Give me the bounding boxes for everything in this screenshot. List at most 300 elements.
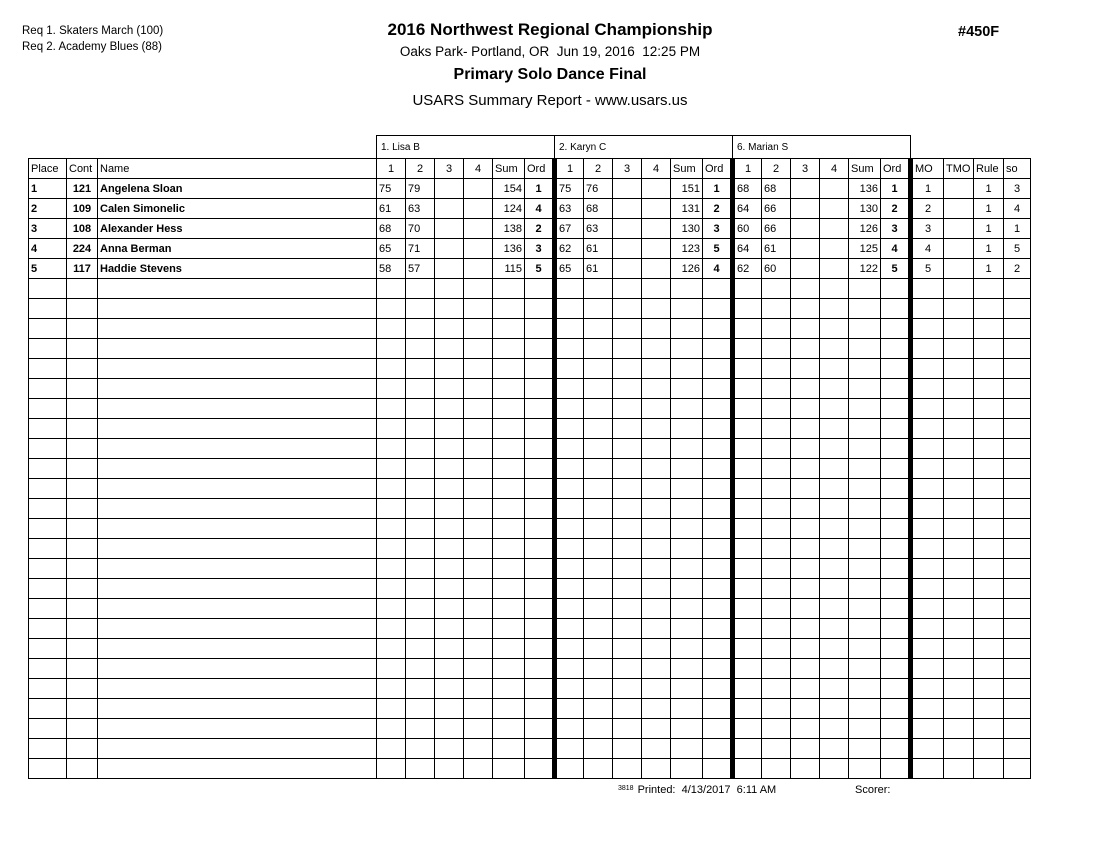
score-cell	[464, 199, 493, 219]
score-cell	[464, 219, 493, 239]
empty-cell	[67, 339, 98, 359]
empty-cell	[974, 379, 1004, 399]
empty-cell	[974, 519, 1004, 539]
score-cell: 64	[733, 199, 762, 219]
empty-cell	[464, 459, 493, 479]
ordinal-cell: 1	[881, 179, 911, 199]
empty-cell	[377, 299, 406, 319]
empty-cell	[791, 559, 820, 579]
empty-cell	[881, 419, 911, 439]
column-header-row	[29, 159, 1031, 179]
empty-cell	[464, 499, 493, 519]
sum-cell: 138	[493, 219, 525, 239]
empty-cell	[98, 439, 377, 459]
result-row	[29, 219, 1031, 239]
empty-cell	[435, 319, 464, 339]
software-version: 3818	[618, 785, 634, 792]
empty-cell	[881, 499, 911, 519]
empty-cell	[1004, 559, 1031, 579]
empty-cell	[29, 599, 67, 619]
empty-cell	[881, 759, 911, 779]
empty-cell	[555, 539, 584, 559]
empty-cell	[849, 439, 881, 459]
empty-cell	[464, 639, 493, 659]
empty-cell	[881, 339, 911, 359]
col-header: Cont	[67, 159, 98, 179]
contestant-number-cell: 109	[67, 199, 98, 219]
empty-cell	[584, 639, 613, 659]
empty-cell	[703, 739, 733, 759]
empty-cell	[98, 559, 377, 579]
empty-cell	[820, 499, 849, 519]
empty-cell	[762, 739, 791, 759]
empty-row	[29, 559, 1031, 579]
empty-cell	[849, 659, 881, 679]
empty-cell	[493, 499, 525, 519]
place-cell: 5	[29, 259, 67, 279]
empty-cell	[791, 279, 820, 299]
empty-cell	[1004, 739, 1031, 759]
empty-cell	[98, 459, 377, 479]
empty-cell	[613, 539, 642, 559]
empty-cell	[820, 519, 849, 539]
empty-cell	[881, 699, 911, 719]
empty-cell	[944, 639, 974, 659]
sum-cell: 126	[849, 219, 881, 239]
empty-cell	[911, 559, 944, 579]
empty-cell	[1004, 519, 1031, 539]
col-header: 1	[377, 159, 406, 179]
empty-cell	[762, 499, 791, 519]
empty-cell	[671, 539, 703, 559]
empty-cell	[762, 419, 791, 439]
empty-cell	[98, 499, 377, 519]
rule-cell: 1	[974, 219, 1004, 239]
score-cell	[613, 239, 642, 259]
empty-cell	[493, 339, 525, 359]
empty-cell	[944, 339, 974, 359]
empty-cell	[464, 339, 493, 359]
empty-cell	[791, 619, 820, 639]
empty-cell	[671, 519, 703, 539]
empty-cell	[671, 679, 703, 699]
empty-cell	[820, 739, 849, 759]
empty-cell	[493, 599, 525, 619]
empty-cell	[584, 699, 613, 719]
empty-cell	[435, 279, 464, 299]
empty-cell	[820, 659, 849, 679]
scorer-label: Scorer:	[855, 784, 891, 796]
empty-cell	[1004, 719, 1031, 739]
empty-cell	[29, 719, 67, 739]
empty-cell	[762, 439, 791, 459]
place-cell: 2	[29, 199, 67, 219]
empty-cell	[584, 499, 613, 519]
empty-cell	[820, 759, 849, 779]
empty-cell	[791, 379, 820, 399]
score-cell: 65	[555, 259, 584, 279]
empty-cell	[525, 639, 555, 659]
ordinal-cell: 5	[525, 259, 555, 279]
empty-cell	[67, 639, 98, 659]
empty-cell	[29, 539, 67, 559]
skater-name-cell: Haddie Stevens	[98, 259, 377, 279]
empty-cell	[911, 399, 944, 419]
score-cell: 66	[762, 199, 791, 219]
empty-cell	[944, 279, 974, 299]
empty-cell	[974, 639, 1004, 659]
empty-cell	[849, 619, 881, 639]
skater-name-cell: Angelena Sloan	[98, 179, 377, 199]
empty-cell	[911, 519, 944, 539]
empty-cell	[762, 639, 791, 659]
col-header: Ord	[703, 159, 733, 179]
empty-cell	[944, 299, 974, 319]
judge-header-row	[29, 136, 1031, 159]
printed-timestamp: Printed: 4/13/2017 6:11 AM	[637, 784, 777, 796]
empty-cell	[911, 419, 944, 439]
empty-cell	[820, 359, 849, 379]
empty-cell	[944, 559, 974, 579]
empty-cell	[555, 719, 584, 739]
empty-cell	[584, 619, 613, 639]
empty-cell	[733, 559, 762, 579]
empty-cell	[642, 419, 671, 439]
empty-cell	[820, 619, 849, 639]
ordinal-cell: 1	[703, 179, 733, 199]
empty-cell	[67, 699, 98, 719]
empty-cell	[762, 359, 791, 379]
ordinal-cell: 1	[525, 179, 555, 199]
score-cell: 61	[377, 199, 406, 219]
empty-cell	[435, 459, 464, 479]
ordinal-cell: 3	[703, 219, 733, 239]
empty-cell	[377, 359, 406, 379]
empty-cell	[791, 499, 820, 519]
empty-cell	[911, 739, 944, 759]
empty-cell	[791, 639, 820, 659]
empty-cell	[406, 699, 435, 719]
empty-cell	[435, 559, 464, 579]
empty-cell	[435, 399, 464, 419]
empty-cell	[98, 299, 377, 319]
empty-cell	[435, 499, 464, 519]
empty-cell	[555, 299, 584, 319]
score-cell	[435, 199, 464, 219]
empty-cell	[29, 479, 67, 499]
empty-cell	[849, 539, 881, 559]
empty-cell	[613, 419, 642, 439]
empty-cell	[67, 519, 98, 539]
majority-ordinal-cell: 4	[911, 239, 944, 259]
empty-cell	[944, 719, 974, 739]
empty-cell	[911, 719, 944, 739]
empty-cell	[974, 679, 1004, 699]
col-header: 2	[762, 159, 791, 179]
empty-cell	[733, 279, 762, 299]
empty-cell	[555, 339, 584, 359]
empty-cell	[377, 339, 406, 359]
empty-cell	[613, 319, 642, 339]
empty-cell	[29, 359, 67, 379]
score-cell: 68	[762, 179, 791, 199]
empty-cell	[1004, 679, 1031, 699]
empty-cell	[435, 639, 464, 659]
score-cell: 63	[406, 199, 435, 219]
empty-cell	[613, 339, 642, 359]
empty-cell	[762, 339, 791, 359]
empty-cell	[820, 719, 849, 739]
empty-row	[29, 659, 1031, 679]
so-cell: 3	[1004, 179, 1031, 199]
empty-cell	[555, 359, 584, 379]
empty-cell	[29, 519, 67, 539]
empty-cell	[435, 419, 464, 439]
empty-cell	[881, 559, 911, 579]
empty-cell	[464, 399, 493, 419]
empty-cell	[555, 379, 584, 399]
empty-cell	[881, 359, 911, 379]
empty-cell	[703, 759, 733, 779]
col-header: 4	[820, 159, 849, 179]
empty-cell	[820, 279, 849, 299]
empty-cell	[377, 419, 406, 439]
empty-cell	[67, 399, 98, 419]
empty-cell	[584, 579, 613, 599]
empty-cell	[733, 339, 762, 359]
empty-cell	[1004, 639, 1031, 659]
empty-cell	[762, 379, 791, 399]
empty-cell	[703, 459, 733, 479]
empty-cell	[584, 359, 613, 379]
empty-cell	[29, 679, 67, 699]
empty-cell	[671, 579, 703, 599]
empty-cell	[974, 559, 1004, 579]
score-cell	[791, 199, 820, 219]
empty-cell	[555, 659, 584, 679]
empty-cell	[1004, 299, 1031, 319]
empty-cell	[464, 439, 493, 459]
empty-cell	[911, 439, 944, 459]
score-cell: 61	[584, 239, 613, 259]
empty-cell	[98, 519, 377, 539]
empty-cell	[944, 539, 974, 559]
col-header: Sum	[671, 159, 703, 179]
empty-row	[29, 719, 1031, 739]
empty-cell	[703, 419, 733, 439]
empty-cell	[435, 579, 464, 599]
empty-cell	[406, 419, 435, 439]
empty-cell	[525, 399, 555, 419]
empty-cell	[493, 559, 525, 579]
empty-cell	[584, 759, 613, 779]
empty-cell	[464, 619, 493, 639]
empty-cell	[733, 539, 762, 559]
empty-cell	[849, 559, 881, 579]
empty-cell	[849, 759, 881, 779]
empty-cell	[67, 499, 98, 519]
empty-cell	[944, 659, 974, 679]
score-cell	[791, 259, 820, 279]
empty-cell	[1004, 699, 1031, 719]
empty-cell	[613, 639, 642, 659]
empty-cell	[613, 459, 642, 479]
empty-cell	[464, 419, 493, 439]
empty-cell	[671, 659, 703, 679]
empty-cell	[377, 639, 406, 659]
empty-cell	[377, 599, 406, 619]
empty-cell	[525, 579, 555, 599]
empty-cell	[733, 439, 762, 459]
empty-cell	[525, 279, 555, 299]
col-header: 3	[791, 159, 820, 179]
sum-cell: 126	[671, 259, 703, 279]
empty-cell	[98, 659, 377, 679]
empty-cell	[377, 679, 406, 699]
empty-cell	[525, 619, 555, 639]
score-cell	[435, 259, 464, 279]
empty-cell	[974, 579, 1004, 599]
empty-cell	[974, 739, 1004, 759]
empty-cell	[406, 739, 435, 759]
col-header: 3	[435, 159, 464, 179]
empty-cell	[377, 499, 406, 519]
empty-cell	[98, 699, 377, 719]
score-cell: 76	[584, 179, 613, 199]
empty-cell	[881, 659, 911, 679]
score-cell	[820, 219, 849, 239]
empty-cell	[525, 359, 555, 379]
empty-cell	[406, 499, 435, 519]
empty-cell	[406, 519, 435, 539]
empty-cell	[944, 399, 974, 419]
empty-cell	[671, 479, 703, 499]
empty-cell	[525, 699, 555, 719]
ordinal-cell: 4	[703, 259, 733, 279]
empty-cell	[642, 399, 671, 419]
empty-cell	[435, 679, 464, 699]
rule-cell: 1	[974, 239, 1004, 259]
empty-cell	[493, 419, 525, 439]
empty-cell	[849, 579, 881, 599]
empty-cell	[671, 599, 703, 619]
empty-cell	[377, 659, 406, 679]
empty-cell	[67, 739, 98, 759]
empty-cell	[98, 579, 377, 599]
printed-line	[618, 784, 776, 796]
empty-cell	[911, 619, 944, 639]
empty-cell	[733, 759, 762, 779]
empty-cell	[762, 759, 791, 779]
place-cell: 1	[29, 179, 67, 199]
col-header: 3	[613, 159, 642, 179]
empty-cell	[377, 759, 406, 779]
empty-cell	[881, 319, 911, 339]
report-header	[0, 20, 1100, 109]
score-cell: 75	[377, 179, 406, 199]
empty-cell	[1004, 339, 1031, 359]
empty-cell	[493, 639, 525, 659]
empty-cell	[493, 299, 525, 319]
col-header: TMO	[944, 159, 974, 179]
empty-cell	[525, 559, 555, 579]
empty-cell	[944, 759, 974, 779]
empty-cell	[974, 759, 1004, 779]
empty-cell	[29, 439, 67, 459]
empty-cell	[406, 479, 435, 499]
empty-cell	[642, 679, 671, 699]
sum-cell: 130	[671, 219, 703, 239]
empty-cell	[642, 599, 671, 619]
empty-cell	[555, 639, 584, 659]
empty-cell	[671, 759, 703, 779]
empty-cell	[820, 379, 849, 399]
empty-cell	[911, 659, 944, 679]
skater-name-cell: Calen Simonelic	[98, 199, 377, 219]
empty-cell	[762, 679, 791, 699]
empty-cell	[377, 519, 406, 539]
ordinal-cell: 2	[703, 199, 733, 219]
score-cell: 79	[406, 179, 435, 199]
empty-row	[29, 739, 1031, 759]
empty-cell	[406, 299, 435, 319]
empty-cell	[584, 299, 613, 319]
empty-cell	[1004, 599, 1031, 619]
empty-cell	[642, 459, 671, 479]
rule-cell: 1	[974, 179, 1004, 199]
col-header: Ord	[881, 159, 911, 179]
empty-cell	[974, 499, 1004, 519]
empty-cell	[525, 319, 555, 339]
majority-ordinal-cell: 1	[911, 179, 944, 199]
empty-cell	[762, 599, 791, 619]
empty-cell	[671, 559, 703, 579]
empty-cell	[791, 439, 820, 459]
empty-row	[29, 619, 1031, 639]
empty-cell	[791, 479, 820, 499]
empty-cell	[642, 539, 671, 559]
empty-cell	[67, 379, 98, 399]
empty-cell	[849, 379, 881, 399]
sum-cell: 136	[493, 239, 525, 259]
score-cell: 57	[406, 259, 435, 279]
empty-cell	[464, 559, 493, 579]
empty-cell	[98, 759, 377, 779]
empty-cell	[703, 559, 733, 579]
empty-cell	[911, 579, 944, 599]
empty-cell	[67, 359, 98, 379]
empty-cell	[911, 679, 944, 699]
empty-cell	[377, 619, 406, 639]
empty-cell	[791, 459, 820, 479]
score-cell: 62	[733, 259, 762, 279]
empty-cell	[733, 579, 762, 599]
empty-cell	[642, 559, 671, 579]
empty-cell	[791, 719, 820, 739]
empty-cell	[525, 719, 555, 739]
empty-cell	[435, 619, 464, 639]
empty-cell	[555, 739, 584, 759]
empty-cell	[820, 679, 849, 699]
empty-cell	[493, 479, 525, 499]
empty-cell	[671, 699, 703, 719]
empty-cell	[733, 639, 762, 659]
empty-cell	[974, 599, 1004, 619]
empty-cell	[525, 659, 555, 679]
empty-cell	[733, 459, 762, 479]
empty-cell	[849, 699, 881, 719]
empty-cell	[642, 359, 671, 379]
